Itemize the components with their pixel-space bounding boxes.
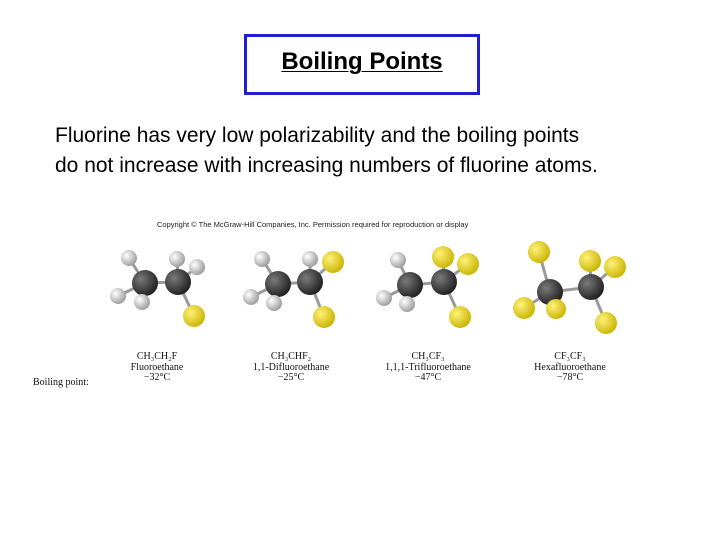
fluorine-atom [322,251,344,273]
hydrogen-atom [121,250,137,266]
fluorine-atom [546,299,566,319]
molecule-boiling-point: −25°C [277,372,305,383]
molecule-models-figure [0,230,720,350]
molecule-formula: CH₃CHF₂ [270,351,312,362]
molecule-name: Fluoroethane [130,361,184,373]
fluorine-atom [457,253,479,275]
molecule-label-1 [87,352,227,384]
carbon-atom [265,271,291,297]
molecule-name: 1,1-Difluoroethane [252,361,330,373]
title-box [244,34,480,95]
molecule-label-4 [500,352,640,384]
molecule-formula: CH₃CH₂F [136,351,178,362]
molecule-boiling-point: −78°C [556,372,584,383]
carbon-atom [578,274,604,300]
hydrogen-atom [169,251,185,267]
fluorine-atom [513,297,535,319]
hydrogen-atom [390,252,406,268]
hydrogen-atom [302,251,318,267]
body-line-2: do not increase with increasing numbers of fluorine atoms. [55,154,598,177]
molecule-difluoroethane [243,251,344,328]
slide-title: Boiling Points [281,47,443,75]
molecule-formula: CH₃CF₃ [411,351,445,362]
molecule-boiling-point: −47°C [414,372,442,383]
fluorine-atom [528,241,550,263]
fluorine-atom [313,306,335,328]
molecule-name: Hexafluoroethane [534,361,606,373]
carbon-atom [397,272,423,298]
hydrogen-atom [254,251,270,267]
molecule-boiling-point: −32°C [143,372,171,383]
carbon-atom [431,269,457,295]
molecule-trifluoroethane [376,246,479,328]
hydrogen-atom [399,296,415,312]
slide-body [55,121,705,181]
molecule-formula: CF₃CF₃ [554,351,586,362]
molecule-name: 1,1,1-Trifluoroethane [385,361,471,373]
hydrogen-atom [376,290,392,306]
boiling-point-label: Boiling point: [33,377,89,388]
fluorine-atom [604,256,626,278]
carbon-atom [132,270,158,296]
hydrogen-atom [110,288,126,304]
carbon-atom [297,269,323,295]
hydrogen-atom [134,294,150,310]
hydrogen-atom [266,295,282,311]
fluorine-atom [595,312,617,334]
body-line-1: Fluorine has very low polarizability and the boiling points [55,124,580,147]
fluorine-atom [432,246,454,268]
fluorine-atom [183,305,205,327]
hydrogen-atom [189,259,205,275]
fluorine-atom [449,306,471,328]
molecule-label-3 [358,352,498,384]
fluorine-atom [579,250,601,272]
molecule-fluoroethane [110,250,205,327]
copyright-notice: Copyright © The McGraw-Hill Companies, Inc. Permission required for reproduction or display [157,220,469,229]
molecule-label-2 [221,352,361,384]
hydrogen-atom [243,289,259,305]
molecule-hexafluoroethane [513,241,626,334]
carbon-atom [165,269,191,295]
